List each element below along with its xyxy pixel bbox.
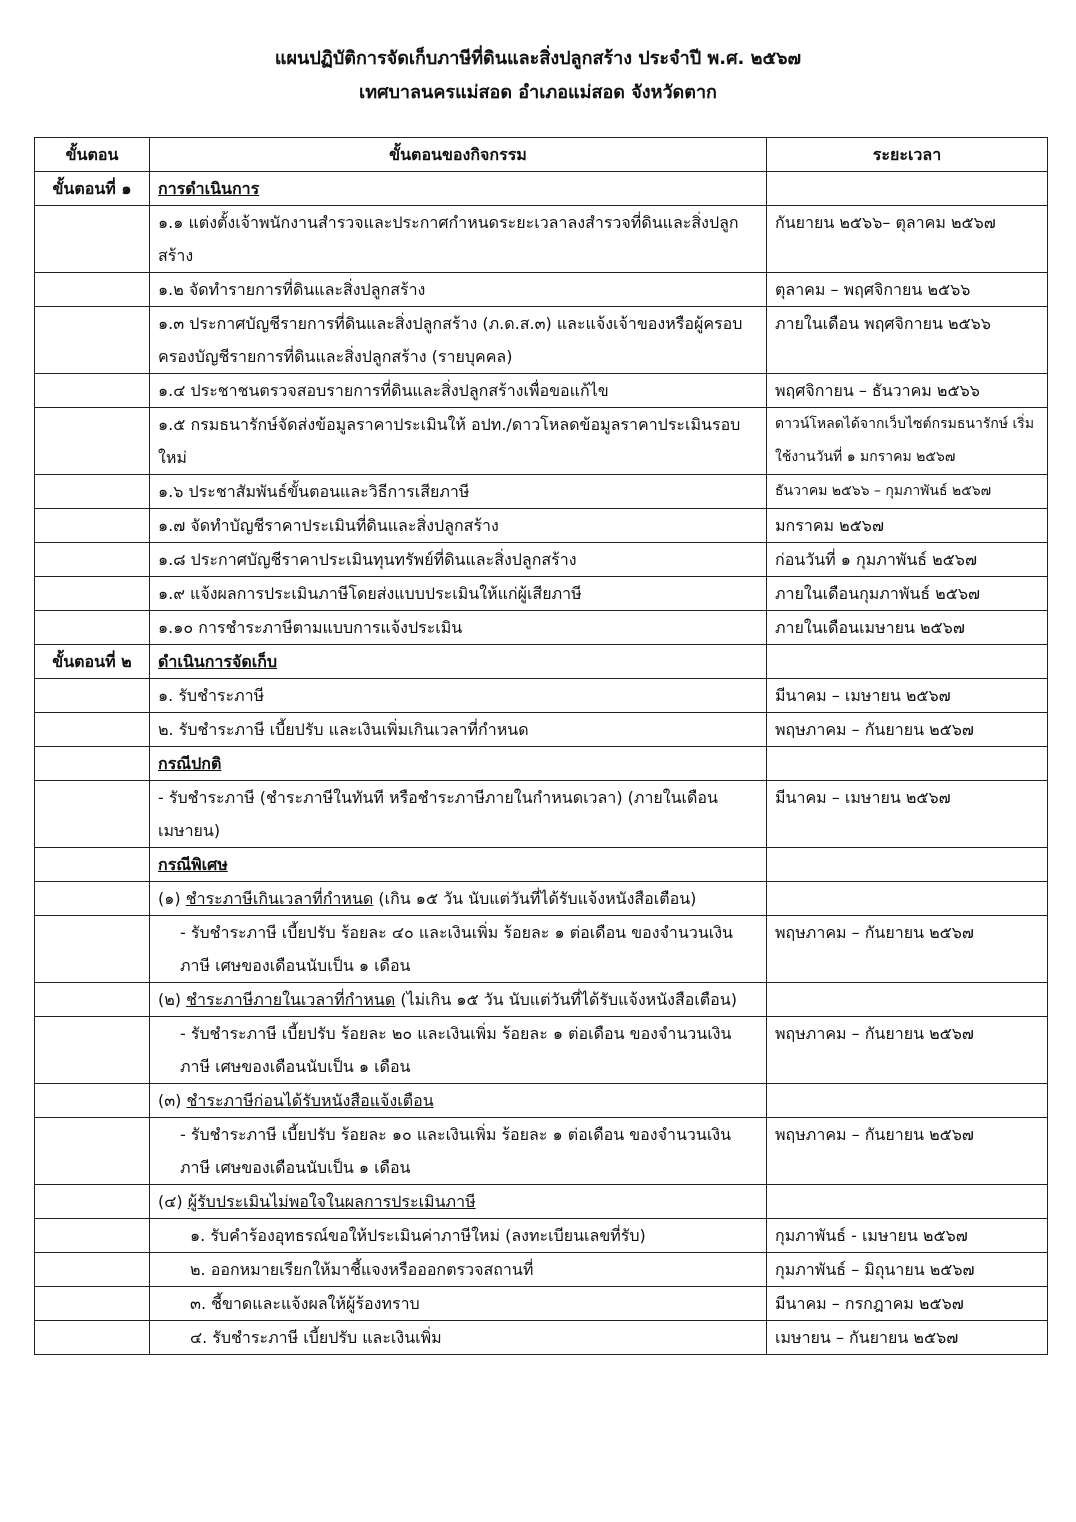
period-cell: พฤศจิกายน – ธันวาคม ๒๕๖๖ [767,374,1048,408]
period-cell: กันยายน ๒๕๖๖– ตุลาคม ๒๕๖๗ [767,206,1048,273]
period-cell: ธันวาคม ๒๕๖๖ – กุมภาพันธ์ ๒๕๖๗ [767,475,1048,509]
table-row [35,645,1048,679]
case-4-num: (๔) [158,1192,188,1211]
table-row [35,1253,1048,1287]
header-period: ระยะเวลา [767,138,1048,172]
period-cell: มกราคม ๒๕๖๗ [767,509,1048,543]
activity-cell: ๑.๓ ประกาศบัญชีรายการที่ดินและสิ่งปลูกสร้าง (ภ.ด.ส.๓) และแจ้งเจ้าของหรือผู้ครอบครองบัญชีรายการที่ดินและสิ่งปลูกสร้าง (รายบุคคล) [150,307,767,374]
table-row [35,747,1048,781]
period-cell: เมษายน – กันยายน ๒๕๖๗ [767,1321,1048,1355]
case-2-title-text: ชำระภาษีภายในเวลาที่กำหนด [186,990,396,1009]
period-cell: ดาวน์โหลดได้จากเว็บไซต์กรมธนารักษ์ เริ่มใช้งานวันที่ ๑ มกราคม ๒๕๖๗ [767,408,1048,475]
period-cell: กุมภาพันธ์ – มิถุนายน ๒๕๖๗ [767,1253,1048,1287]
case-1-note: (เกิน ๑๕ วัน นับแต่วันที่ได้รับแจ้งหนังสือเตือน) [373,889,697,908]
activity-cell: ๑. รับชำระภาษี [150,679,767,713]
activity-cell: ๒. รับชำระภาษี เบี้ยปรับ และเงินเพิ่มเกินเวลาที่กำหนด [150,713,767,747]
table-row [35,475,1048,509]
empty-cell [767,645,1048,679]
period-cell: พฤษภาคม – กันยายน ๒๕๖๗ [767,1118,1048,1185]
activity-cell: ๑.๑๐ การชำระภาษีตามแบบการแจ้งประเมิน [150,611,767,645]
header-row [35,138,1048,172]
case-3-title-text: ชำระภาษีก่อนได้รับหนังสือแจ้งเตือน [186,1091,434,1110]
activity-cell: ๑.๗ จัดทำบัญชีราคาประเมินที่ดินและสิ่งปลูกสร้าง [150,509,767,543]
case-2-title [150,983,767,1017]
table-row [35,172,1048,206]
table-row [35,916,1048,983]
table-row [35,679,1048,713]
table-row [35,611,1048,645]
period-cell: พฤษภาคม – กันยายน ๒๕๖๗ [767,713,1048,747]
case-1-num: (๑) [158,889,186,908]
title-line-1: แผนปฏิบัติการจัดเก็บภาษีที่ดินและสิ่งปลูกสร้าง ประจำปี พ.ศ. ๒๕๖๗ [274,48,802,69]
document-title [0,42,1076,110]
activity-cell: - รับชำระภาษี (ชำระภาษีในทันที หรือชำระภาษีภายในกำหนดเวลา) (ภายในเดือนเมษายน) [150,781,767,848]
normal-case-heading [150,747,767,781]
table-row [35,1287,1048,1321]
case-1-title-text: ชำระภาษีเกินเวลาที่กำหนด [185,889,374,908]
special-case-heading [150,848,767,882]
table-row [35,781,1048,848]
header-activity: ขั้นตอนของกิจกรรม [150,138,767,172]
table-row [35,577,1048,611]
case-3-title [150,1084,767,1118]
empty-cell [767,848,1048,882]
table-row [35,206,1048,273]
activity-cell: - รับชำระภาษี เบี้ยปรับ ร้อยละ ๒๐ และเงินเพิ่ม ร้อยละ ๑ ต่อเดือน ของจำนวนเงินภาษี เศษของเดือนนับเป็น ๑ เดือน [150,1017,767,1084]
period-cell: ภายในเดือน พฤศจิกายน ๒๕๖๖ [767,307,1048,374]
empty-cell [767,747,1048,781]
period-cell: พฤษภาคม – กันยายน ๒๕๖๗ [767,1017,1048,1084]
table-row [35,1219,1048,1253]
activity-cell: ๑.๘ ประกาศบัญชีราคาประเมินทุนทรัพย์ที่ดินและสิ่งปลูกสร้าง [150,543,767,577]
step-2-heading [150,645,767,679]
step-1-heading-text: การดำเนินการ [158,179,260,198]
case-2-note: (ไม่เกิน ๑๕ วัน นับแต่วันที่ได้รับแจ้งหนังสือเตือน) [395,990,737,1009]
activity-cell: ๑.๔ ประชาชนตรวจสอบรายการที่ดินและสิ่งปลูกสร้างเพื่อขอแก้ไข [150,374,767,408]
table-row [35,848,1048,882]
case-3-num: (๓) [158,1091,187,1110]
table-row [35,408,1048,475]
header-step: ขั้นตอน [35,138,150,172]
empty-cell [767,172,1048,206]
period-cell: มีนาคม – เมษายน ๒๕๖๗ [767,679,1048,713]
activity-cell: ๑.๖ ประชาสัมพันธ์ขั้นตอนและวิธีการเสียภาษี [150,475,767,509]
table-row [35,1084,1048,1118]
activity-cell: ๑.๑ แต่งตั้งเจ้าพนักงานสำรวจและประกาศกำหนดระยะเวลาลงสำรวจที่ดินและสิ่งปลูกสร้าง [150,206,767,273]
activity-cell: ๑. รับคำร้องอุทธรณ์ขอให้ประเมินค่าภาษีใหม่ (ลงทะเบียนเลขที่รับ) [150,1219,767,1253]
table-row [35,273,1048,307]
table-row [35,713,1048,747]
table-row [35,1185,1048,1219]
activity-cell: ๔. รับชำระภาษี เบี้ยปรับ และเงินเพิ่ม [150,1321,767,1355]
title-line-2: เทศบาลนครแม่สอด อำเภอแม่สอด จังหวัดตาก [359,82,717,103]
period-cell: มีนาคม – เมษายน ๒๕๖๗ [767,781,1048,848]
activity-cell: ๑.๒ จัดทำรายการที่ดินและสิ่งปลูกสร้าง [150,273,767,307]
empty-cell [767,1084,1048,1118]
activity-cell: - รับชำระภาษี เบี้ยปรับ ร้อยละ ๔๐ และเงินเพิ่ม ร้อยละ ๑ ต่อเดือน ของจำนวนเงินภาษี เศษของเดือนนับเป็น ๑ เดือน [150,916,767,983]
table-row [35,374,1048,408]
step-1-label: ขั้นตอนที่ ๑ [35,172,150,206]
table-row [35,882,1048,916]
period-cell: กุมภาพันธ์ - เมษายน ๒๕๖๗ [767,1219,1048,1253]
period-cell: ก่อนวันที่ ๑ กุมภาพันธ์ ๒๕๖๗ [767,543,1048,577]
period-cell: ตุลาคม – พฤศจิกายน ๒๕๖๖ [767,273,1048,307]
table-row [35,1321,1048,1355]
step-1-heading [150,172,767,206]
table-row [35,1017,1048,1084]
special-case-heading-text: กรณีพิเศษ [158,855,228,874]
case-4-title [150,1185,767,1219]
table-row [35,509,1048,543]
period-cell: ภายในเดือนเมษายน ๒๕๖๗ [767,611,1048,645]
tax-plan-table [34,137,1048,1355]
empty-cell [767,983,1048,1017]
step-2-heading-text: ดำเนินการจัดเก็บ [158,652,278,671]
activity-cell: - รับชำระภาษี เบี้ยปรับ ร้อยละ ๑๐ และเงินเพิ่ม ร้อยละ ๑ ต่อเดือน ของจำนวนเงินภาษี เศษของเดือนนับเป็น ๑ เดือน [150,1118,767,1185]
table-row [35,543,1048,577]
period-cell: พฤษภาคม – กันยายน ๒๕๖๗ [767,916,1048,983]
table-row [35,1118,1048,1185]
case-4-title-text: ผู้รับประเมินไม่พอใจในผลการประเมินภาษี [187,1192,476,1211]
table-row [35,983,1048,1017]
activity-cell: ๓. ชี้ขาดและแจ้งผลให้ผู้ร้องทราบ [150,1287,767,1321]
activity-cell: ๑.๕ กรมธนารักษ์จัดส่งข้อมูลราคาประเมินให้ อปท./ดาวโหลดข้อมูลราคาประเมินรอบใหม่ [150,408,767,475]
normal-case-heading-text: กรณีปกติ [158,754,222,773]
activity-cell: ๒. ออกหมายเรียกให้มาชี้แจงหรือออกตรวจสถานที่ [150,1253,767,1287]
activity-cell: ๑.๙ แจ้งผลการประเมินภาษีโดยส่งแบบประเมินให้แก่ผู้เสียภาษี [150,577,767,611]
case-1-title [150,882,767,916]
case-2-num: (๒) [158,990,187,1009]
table-row [35,307,1048,374]
empty-cell [767,1185,1048,1219]
step-2-label: ขั้นตอนที่ ๒ [35,645,150,679]
period-cell: ภายในเดือนกุมภาพันธ์ ๒๕๖๗ [767,577,1048,611]
empty-cell [767,882,1048,916]
period-cell: มีนาคม – กรกฎาคม ๒๕๖๗ [767,1287,1048,1321]
